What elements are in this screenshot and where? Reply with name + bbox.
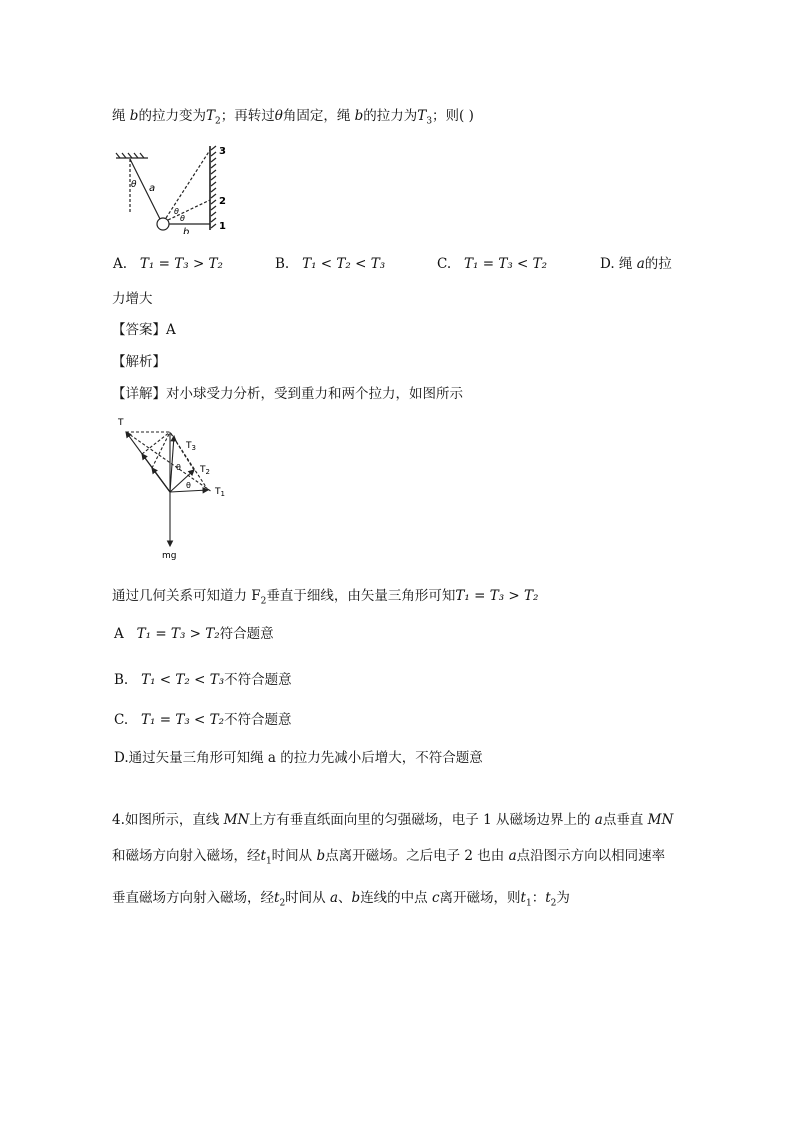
var-b: b	[316, 848, 326, 864]
pendulum-figure	[112, 142, 242, 234]
text: 不符合题意	[224, 672, 292, 688]
label-T1	[214, 487, 225, 498]
math-expr: T₁ = T₃ > T₂	[455, 588, 539, 604]
subscript: 2	[214, 116, 221, 127]
text: 时间从	[285, 890, 330, 906]
theta-label: θ	[176, 463, 181, 472]
var-a: a	[329, 890, 339, 906]
text: 点离开磁场。之后电子 2 也由	[325, 848, 509, 864]
colon: ：	[531, 890, 546, 906]
label-text: T	[200, 465, 206, 475]
text: ；则( )	[432, 108, 474, 124]
text: 不符合题意	[224, 712, 292, 728]
text: 通过几何关系可知道力 F	[112, 588, 261, 604]
subscript: 3	[191, 444, 196, 452]
text: 离开磁场，则	[439, 890, 521, 906]
var-T: T	[205, 108, 215, 124]
option-expr: T₁ = T₃ > T₂	[139, 256, 223, 272]
var-MN: MN	[223, 812, 250, 828]
var-t: t	[545, 890, 551, 906]
label-T3	[185, 441, 196, 452]
detail-text: 【详解】对小球受力分析，受到重力和两个拉力，如图所示	[112, 386, 463, 402]
text: 的拉力为	[363, 108, 418, 124]
subscript: 2	[260, 596, 267, 607]
var-b: b	[129, 108, 139, 124]
q4-line-1	[112, 810, 673, 830]
option-label: A.	[113, 256, 128, 272]
label-T2	[199, 465, 210, 476]
option-expr: T₁ < T₂ < T₃	[302, 256, 386, 272]
text: 点沿图示方向以相同速率	[516, 848, 666, 864]
rope-b-label: b	[183, 227, 190, 234]
reason-text	[112, 586, 538, 612]
mark-1: 1	[219, 221, 226, 232]
text: 角固定，绳	[282, 108, 355, 124]
solution-a	[114, 624, 274, 644]
var-T: T	[417, 108, 427, 124]
option-c	[437, 254, 547, 274]
option-label: B.	[275, 256, 290, 272]
theta-label: θ	[180, 214, 185, 223]
text: 符合题意	[219, 626, 274, 642]
sol-label: C.	[114, 712, 129, 728]
text: 的拉	[644, 256, 672, 272]
sol-label: A	[114, 626, 124, 642]
subscript: 2	[279, 898, 286, 909]
var-t: t	[520, 890, 526, 906]
rope-a-label: a	[149, 183, 156, 194]
solution-b	[114, 670, 292, 690]
q3-stem-tail	[112, 106, 474, 132]
label-text: T	[215, 487, 221, 497]
text: 、	[338, 890, 352, 906]
var-a: a	[508, 848, 517, 864]
text: 上方有垂直纸面向里的匀强磁场，电子 1 从磁场边界上的	[249, 812, 595, 828]
var-t: t	[260, 848, 266, 864]
q4-line-3	[112, 888, 570, 914]
label-text: T	[186, 441, 192, 451]
var-MN: MN	[647, 812, 674, 828]
option-expr: T₁ = T₃ < T₂	[464, 256, 548, 272]
subscript: 2	[205, 468, 210, 476]
option-d	[600, 254, 672, 274]
option-b	[275, 254, 385, 274]
text: 的拉力变为	[138, 108, 206, 124]
subscript: 1	[220, 490, 225, 498]
text: 为	[556, 890, 570, 906]
var-c: c	[431, 890, 440, 906]
solution-d: D.通过矢量三角形可知绳 a 的拉力先减小后增大，不符合题意	[114, 750, 483, 766]
subscript: 1	[525, 898, 532, 909]
solution-c	[114, 710, 292, 730]
option-d-wrap: 力增大	[112, 291, 153, 307]
var-b: b	[351, 890, 361, 906]
text: ；再转过	[220, 108, 275, 124]
subscript: 3	[426, 116, 433, 127]
mark-3: 3	[219, 146, 226, 157]
text: 连线的中点	[360, 890, 432, 906]
var-a: a	[636, 256, 645, 272]
option-label: D. 绳	[600, 256, 637, 272]
text: 和磁场方向射入磁场，经	[112, 848, 261, 864]
subscript: 1	[265, 856, 272, 867]
var-t: t	[274, 890, 280, 906]
math-expr: T₁ = T₃ < T₂	[141, 712, 225, 728]
text: 绳	[112, 108, 130, 124]
math-expr: T₁ < T₂ < T₃	[141, 672, 225, 688]
text: 垂直磁场方向射入磁场，经	[112, 890, 274, 906]
sol-label: B.	[114, 672, 129, 688]
answer: 【答案】A	[112, 322, 176, 338]
text: 垂直于细线，由矢量三角形可知	[266, 588, 456, 604]
option-label: C.	[437, 256, 452, 272]
text: 时间从	[271, 848, 317, 864]
math-expr: T₁ = T₃ > T₂	[136, 626, 220, 642]
q4-line-2	[112, 846, 665, 872]
label-mg: mg	[162, 551, 177, 561]
text: 4.如图所示，直线	[112, 812, 224, 828]
theta-label: θ	[174, 207, 179, 216]
var-a: a	[594, 812, 603, 828]
force-diagram	[112, 412, 242, 562]
var-b: b	[354, 108, 364, 124]
var-theta: θ	[274, 108, 283, 124]
analysis-heading: 【解析】	[112, 354, 166, 370]
subscript: 2	[550, 898, 557, 909]
theta-label: θ	[186, 481, 191, 490]
option-a	[113, 254, 223, 274]
label-T: T	[118, 418, 124, 428]
text: 点垂直	[602, 812, 648, 828]
mark-2: 2	[219, 196, 226, 207]
theta-label: θ	[131, 180, 137, 190]
